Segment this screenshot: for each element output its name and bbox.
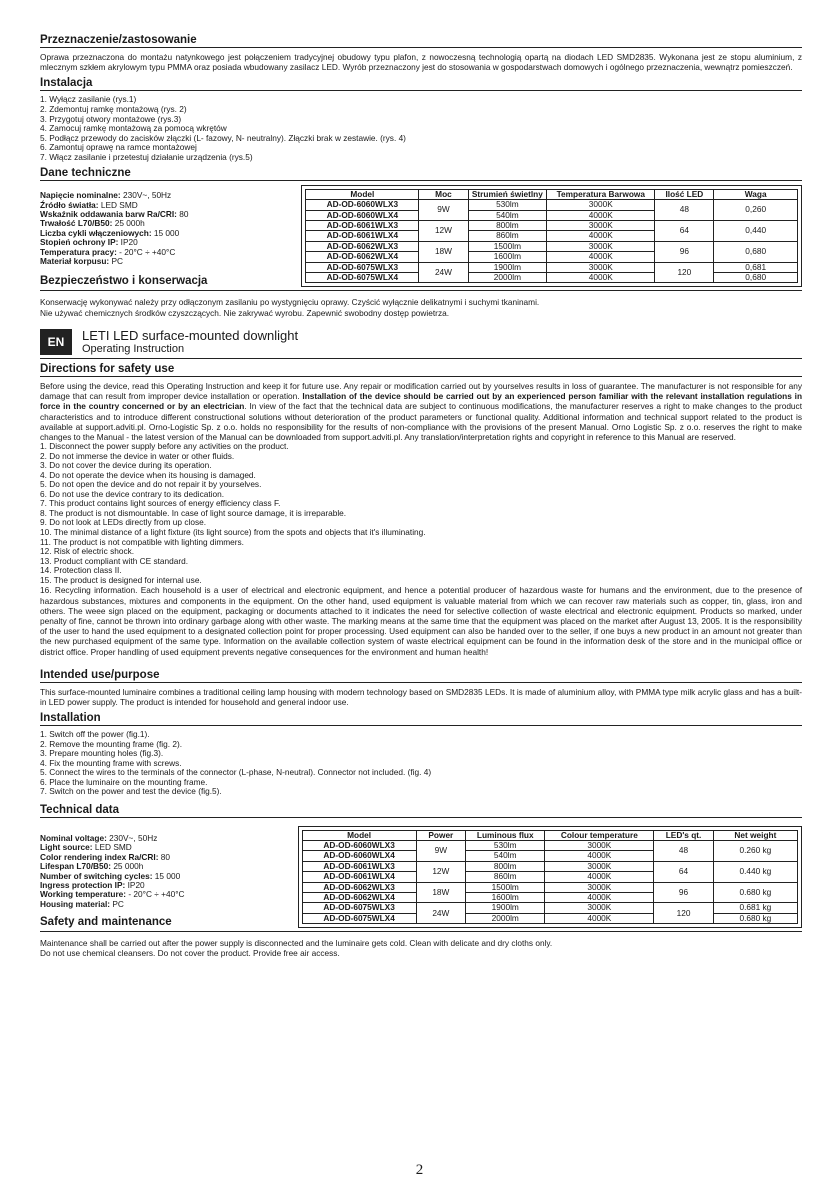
cell-flux: 1900lm	[468, 262, 547, 272]
cell-flux: 2000lm	[466, 913, 545, 923]
table-header-row	[302, 830, 797, 840]
cell-temp: 3000K	[545, 840, 654, 850]
cell-model: AD-OD-6060WLX3	[302, 840, 416, 850]
cell-flux: 530lm	[466, 840, 545, 850]
cell-leds: 96	[655, 241, 714, 262]
list-item: 15. The product is designed for internal use.	[40, 574, 202, 585]
cell-flux: 860lm	[466, 872, 545, 882]
cell-temp: 3000K	[547, 241, 655, 251]
cell-model: AD-OD-6062WLX4	[302, 893, 416, 903]
list-item: 2. Remove the mounting frame (fig. 2).	[40, 738, 183, 749]
cell-flux: 1500lm	[466, 882, 545, 892]
en-spec-table	[302, 830, 798, 924]
en-safety-heading: Safety and maintenance	[40, 916, 172, 929]
cell-flux: 1600lm	[466, 893, 545, 903]
pl-safety-heading: Bezpieczeństwo i konserwacja	[40, 275, 208, 288]
spec-line: Working temperature: - 20°C ÷ +40°C	[40, 889, 185, 900]
cell-power: 24W	[416, 903, 466, 924]
cell-flux: 1500lm	[468, 241, 547, 251]
en-install-heading: Installation	[40, 712, 802, 726]
cell-weight: 0,680	[714, 241, 798, 262]
cell-model: AD-OD-6062WLX3	[302, 882, 416, 892]
cell-flux: 2000lm	[468, 273, 547, 283]
cell-temp: 4000K	[545, 872, 654, 882]
cell-flux: 860lm	[468, 231, 547, 241]
list-item: 1. Switch off the power (fig.1).	[40, 729, 150, 740]
cell-weight: 0,260	[714, 200, 798, 221]
table-row	[302, 840, 797, 850]
list-item: 3. Prepare mounting holes (fig.3).	[40, 748, 164, 759]
list-item: 1. Disconnect the power supply before any activities on the product.	[40, 441, 289, 452]
cell-leds: 48	[655, 200, 714, 221]
cell-power: 9W	[416, 840, 466, 861]
cell-flux: 800lm	[466, 861, 545, 871]
table-row	[306, 200, 798, 210]
table-row	[306, 262, 798, 272]
pl-spec-list	[40, 191, 301, 266]
cell-weight: 0,440	[714, 221, 798, 242]
list-item: 5. Do not open the device and do not repair it by yourselves.	[40, 479, 262, 490]
cell-temp: 3000K	[547, 200, 655, 210]
en-tech-heading: Technical data	[40, 804, 802, 818]
en-purpose-heading: Intended use/purpose	[40, 669, 802, 683]
list-item: 3. Przygotuj otwory montażowe (rys.3)	[40, 113, 182, 124]
pl-spec-table-frame	[301, 185, 802, 287]
cell-leds: 48	[654, 840, 713, 861]
cell-temp: 4000K	[545, 913, 654, 923]
cell-temp: 4000K	[547, 252, 655, 262]
language-badge: EN	[40, 329, 72, 355]
page-number: 2	[415, 1162, 424, 1178]
pl-spec-table	[305, 189, 798, 283]
en-safety-list	[40, 442, 802, 585]
list-item: 7. Włącz zasilanie i przetestuj działanie urządzenia (rys.5)	[40, 151, 253, 162]
col-header: Colour temperature	[545, 830, 654, 840]
cell-power: 24W	[419, 262, 468, 283]
spec-line: Lifespan L70/B50: 25 000h	[40, 861, 144, 872]
col-header: Luminous flux	[466, 830, 545, 840]
product-title: LETI LED surface-mounted downlight	[82, 327, 299, 343]
col-header: LED's qt.	[654, 830, 713, 840]
table-row	[306, 273, 798, 283]
list-item: 3. Do not cover the device during its operation.	[40, 460, 212, 471]
cell-power: 18W	[419, 241, 468, 262]
en-purpose-text: This surface-mounted luminaire combines a traditional ceiling lamp housing with modern technology based on SMD2835 LEDs. It is made of aluminium alloy, with PMMA type milk acrylic glass and has a built-in LED power supply. The product is intended for household and general indoor use.	[40, 686, 802, 707]
cell-power: 9W	[419, 200, 468, 221]
list-item: 5. Connect the wires to the terminals of the connector (L-phase, N-neutral). Connector not included. (fig. 4)	[40, 767, 432, 778]
cell-leds: 64	[654, 861, 713, 882]
cell-leds: 64	[655, 221, 714, 242]
list-item: 5. Podłącz przewody do zacisków złączki (L- fazowy, N- neutralny). Złączki brak w zestawie. (rys. 4)	[40, 132, 406, 143]
cell-power: 18W	[416, 882, 466, 903]
cell-weight: 0.440 kg	[713, 861, 797, 882]
cell-flux: 1900lm	[466, 903, 545, 913]
list-item: 14. Protection class II.	[40, 565, 122, 576]
list-item: 4. Zamocuj ramkę montażową za pomocą wkrętów	[40, 123, 227, 134]
cell-model: AD-OD-6060WLX4	[306, 210, 419, 220]
en-recycling-text: 16. Recycling information. Each household is a user of electrical and electronic equipment, and hence a potential producer of hazardous waste for humans and the environment, due to the presence of hazardous substances, mixtures and components in the equipment. On the other hand, used equipment is valuable material from which we can recover raw materials such as copper, tin, glass, iron and others. The weee sign placed on the equipment, packaging or documents attached to it indicates the need for selective collection of waste electrical and electronic equipment. Products so marked, under penalty of fine, cannot be thrown into ordinary garbage along with other waste. The marking means at the same time that the equipment was placed on the market after August 13, 2005. It is the responsibility of the user to hand the used equipment to a designated collection point for proper processing. Used equipment can also be handed over to the seller, if one buys a new product in an amount not greater than the new purchased equipment of the same type. Information on the available collection system of waste electrical equipment can be found in the information desk of the store and in the municipal office or district office. Proper handling of used equipment prevents negative consequences for the environment and human health!	[40, 585, 802, 657]
cell-weight: 0.681 kg	[713, 903, 797, 913]
list-item: 8. The product is not dismountable. In case of light source damage, it is irreparable.	[40, 507, 347, 518]
list-item: 4. Do not operate the device when its housing is damaged.	[40, 469, 256, 480]
cell-flux: 800lm	[468, 221, 547, 231]
col-header: Waga	[714, 190, 798, 200]
cell-model: AD-OD-6060WLX3	[306, 200, 419, 210]
col-header: Ilość LED	[655, 190, 714, 200]
spec-line: Nominal voltage: 230V~, 50Hz	[40, 832, 158, 843]
cell-flux: 540lm	[468, 210, 547, 220]
col-header: Temperatura Barwowa	[547, 190, 655, 200]
cell-flux: 540lm	[466, 851, 545, 861]
cell-leds: 120	[654, 903, 713, 924]
manual-page	[40, 34, 802, 959]
cell-model: AD-OD-6060WLX4	[302, 851, 416, 861]
cell-model: AD-OD-6075WLX3	[306, 262, 419, 272]
col-header: Moc	[419, 190, 468, 200]
cell-temp: 3000K	[545, 903, 654, 913]
cell-temp: 3000K	[547, 221, 655, 231]
spec-line: Light source: LED SMD	[40, 842, 132, 853]
cell-leds: 96	[654, 882, 713, 903]
col-header: Power	[416, 830, 466, 840]
cell-temp: 4000K	[545, 893, 654, 903]
cell-weight: 0.680 kg	[713, 882, 797, 903]
table-row	[302, 861, 797, 871]
spec-line: Temperatura pracy: - 20°C ÷ +40°C	[40, 246, 176, 257]
cell-power: 12W	[416, 861, 466, 882]
cell-model: AD-OD-6061WLX3	[302, 861, 416, 871]
cell-model: AD-OD-6075WLX4	[302, 913, 416, 923]
list-item: 6. Place the luminaire on the mounting frame.	[40, 776, 208, 787]
list-item: 13. Product compliant with CE standard.	[40, 555, 189, 566]
pl-tech-heading: Dane techniczne	[40, 167, 802, 181]
spec-line: Napięcie nominalne: 230V~, 50Hz	[40, 190, 172, 201]
en-install-list	[40, 730, 802, 797]
cell-temp: 4000K	[547, 273, 655, 283]
pl-purpose-heading: Przeznaczenie/zastosowanie	[40, 34, 802, 48]
list-item: 6. Zamontuj oprawę na ramce montażowej	[40, 142, 197, 153]
table-header-row	[306, 190, 798, 200]
cell-flux: 530lm	[468, 200, 547, 210]
list-item: 7. Switch on the power and test the device (fig.5).	[40, 786, 222, 797]
cell-weight: 0.680 kg	[713, 913, 797, 923]
cell-model: AD-OD-6062WLX4	[306, 252, 419, 262]
en-directions-text: Before using the device, read this Operating Instruction and keep it for future use. Any repair or modification carried out by yourselves results in loss of guarantee. The manufacturer is not responsible for any damage that can result from improper device installation or operation. Installation of the device should be carried out by an experienced person familiar with the relevant installation regulations in force in the country concerned or by an electrician. In view of the fact that the technical data are subject to continuous modifications, the manufacturer reserves a right to make changes to the product characteristics and to introduce different constructional solutions without deterioration of the product parameters or functional quality. Additional information and technical support related to the product is available at support.adviti.pl. Orno-Logistic Sp. z o.o. holds no responsibility for the results of non-compliance with the provisions of the present Manual. Orno Logistic Sp. z o.o. reserves the right to make changes to the Manual - the latest version of the Manual can be downloaded from support.adviti.pl. Any translation/interpretation rights and copyright in reference to this Manual are reserved.	[40, 380, 803, 442]
spec-line: Stopień ochrony IP: IP20	[40, 237, 138, 248]
cell-weight: 0,680	[714, 273, 798, 283]
en-safety-text: Maintenance shall be carried out after the power supply is disconnected and the luminaire gets cold. Clean with delicate and dry cloths only. Do not use chemical cleansers. Do not cover the product. Provide free air access.	[40, 938, 553, 959]
spec-line: Ingress protection IP: IP20	[40, 880, 145, 890]
cell-power: 12W	[419, 221, 468, 242]
pl-install-list	[40, 95, 802, 162]
cell-leds: 120	[655, 262, 714, 283]
table-row	[306, 241, 798, 251]
list-item: 11. The product is not compatible with lighting dimmers.	[40, 536, 244, 547]
en-directions-heading: Directions for safety use	[40, 358, 802, 377]
en-header	[40, 329, 802, 355]
spec-line: Źródło światła: LED SMD	[40, 199, 138, 210]
list-item: 12. Risk of electric shock.	[40, 546, 135, 557]
list-item: 2. Zdemontuj ramkę montażową (rys. 2)	[40, 103, 187, 114]
col-header: Model	[306, 190, 419, 200]
list-item: 9. Do not look at LEDs directly from up close.	[40, 517, 207, 528]
cell-temp: 3000K	[545, 861, 654, 871]
en-spec-table-frame	[298, 826, 802, 928]
cell-temp: 4000K	[545, 851, 654, 861]
spec-line: Liczba cykli włączeniowych: 15 000	[40, 227, 180, 238]
spec-line: Trwałość L70/B50: 25 000h	[40, 218, 145, 229]
cell-weight: 0.260 kg	[713, 840, 797, 861]
pl-safety-text: Konserwację wykonywać należy przy odłączonym zasilaniu po wystygnięciu oprawy. Czyścić wyłącznie delikatnymi i suchymi tkaninami. Nie używać chemicznych środków czyszczących. Nie zakrywać wyrobu. Zapewnić swobodny dostęp powietrza.	[40, 297, 540, 318]
cell-temp: 3000K	[545, 882, 654, 892]
list-item: 6. Do not use the device contrary to its dedication.	[40, 488, 225, 499]
list-item: 7. This product contains light sources of energy efficiency class F.	[40, 498, 281, 509]
spec-line: Housing material: PC	[40, 898, 124, 909]
list-item: 2. Do not immerse the device in water or other fluids.	[40, 450, 235, 461]
cell-model: AD-OD-6062WLX3	[306, 241, 419, 251]
spec-line: Wskaźnik oddawania barw Ra/CRI: 80	[40, 209, 189, 220]
col-header: Strumień świetlny	[468, 190, 547, 200]
spec-line: Materiał korpusu: PC	[40, 256, 123, 267]
list-item: 1. Wyłącz zasilanie (rys.1)	[40, 94, 137, 105]
en-spec-list	[40, 834, 298, 909]
table-row	[302, 903, 797, 913]
pl-install-heading: Instalacja	[40, 77, 802, 91]
table-row	[302, 882, 797, 892]
cell-model: AD-OD-6075WLX4	[306, 273, 419, 283]
cell-temp: 3000K	[547, 262, 655, 272]
table-row	[306, 221, 798, 231]
col-header: Net weight	[713, 830, 797, 840]
spec-line: Number of switching cycles: 15 000	[40, 870, 181, 881]
cell-model: AD-OD-6061WLX3	[306, 221, 419, 231]
cell-model: AD-OD-6061WLX4	[302, 872, 416, 882]
product-subtitle: Operating Instruction	[82, 342, 185, 355]
cell-flux: 1600lm	[468, 252, 547, 262]
list-item: 4. Fix the mounting frame with screws.	[40, 757, 182, 768]
spec-line: Color rendering index Ra/CRI: 80	[40, 851, 171, 862]
pl-purpose-text: Oprawa przeznaczona do montażu natynkowego jest połączeniem tradycyjnej obudowy typu plafon, z nowoczesną technologią opartą na diodach LED SMD2835. Wykonana jest ze stopu aluminium, z mlecznym szkłem akrylowym typu PMMA oraz posiada wbudowany zasilacz LED. Wyrób przeznaczony jest do stosowania w gospodarstwach domowych i ogólnego przeznaczenia, wewnątrz pomieszczeń.	[40, 52, 802, 73]
cell-model: AD-OD-6061WLX4	[306, 231, 419, 241]
list-item: 10. The minimal distance of a light fixture (its light source) from the spots and objects that it's illuminating.	[40, 527, 426, 538]
cell-model: AD-OD-6075WLX3	[302, 903, 416, 913]
col-header: Model	[302, 830, 416, 840]
cell-temp: 4000K	[547, 210, 655, 220]
cell-temp: 4000K	[547, 231, 655, 241]
cell-weight: 0,681	[714, 262, 798, 272]
table-row	[302, 913, 797, 923]
